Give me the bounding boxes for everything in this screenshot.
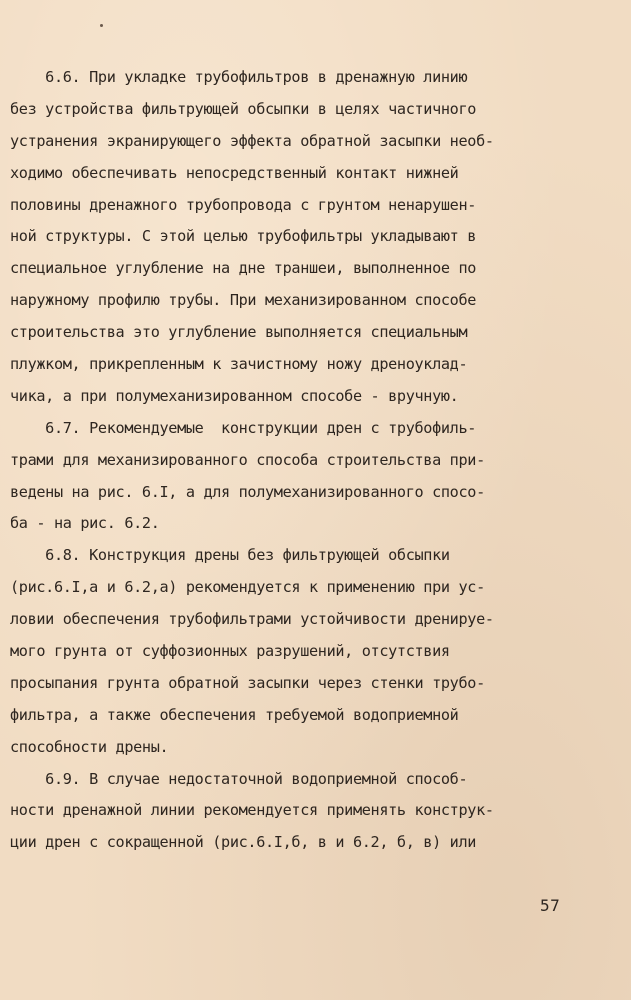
text-line: ловии обеспечения трубофильтрами устойчивости дренируе- — [10, 610, 494, 629]
text-line: 6.8. Конструкция дрены без фильтрующей обсыпки — [10, 546, 450, 565]
text-line: ба - на рис. 6.2. — [10, 514, 160, 533]
text-line: наружному профилю трубы. При механизированном способе — [10, 291, 477, 310]
text-line: ходимо обеспечивать непосредственный контакт нижней — [10, 163, 459, 182]
text-line: 6.9. В случае недостаточной водоприемной способ- — [10, 769, 468, 788]
text-line: устранения экранирующего эффекта обратной засыпки необ- — [10, 131, 494, 150]
text-line: плужком, прикрепленным к зачистному ножу дреноуклад- — [10, 355, 468, 374]
text-line: специальное углубление на дне траншеи, выполненное по — [10, 259, 477, 278]
text-line: фильтра, а также обеспечения требуемой водоприемной — [10, 705, 459, 724]
text-line: ной структуры. С этой целью трубофильтры укладывают в — [10, 227, 477, 246]
text-line: просыпания грунта обратной засыпки через стенки трубо- — [10, 673, 485, 692]
text-line: (рис.6.I,а и 6.2,а) рекомендуется к применению при ус- — [10, 578, 485, 597]
text-line: мого грунта от суффозионных разрушений, отсутствия — [10, 642, 450, 661]
text-line: строительства это углубление выполняется специальным — [10, 323, 468, 342]
text-line: 6.6. При укладке трубофильтров в дренажную линию — [10, 68, 468, 86]
text-line: трами для механизированного способа строительства при- — [10, 450, 485, 469]
text-line: без устройства фильтрующей обсыпки в целях частичного — [10, 99, 477, 118]
text-line: способности дрены. — [10, 737, 169, 756]
text-line: ности дренажной линии рекомендуется применять конструк- — [10, 801, 494, 820]
text-line: ведены на рис. 6.I, а для полумеханизированного спосо- — [10, 482, 485, 501]
ink-speck — [100, 24, 103, 27]
text-line: чика, а при полумеханизированном способе - вручную. — [10, 386, 459, 405]
page-number: 57 — [540, 896, 561, 915]
text-line: половины дренажного трубопровода с грунтом ненарушен- — [10, 195, 477, 214]
text-line: ции дрен с сокращенной (рис.6.I,б, в и 6.2, б, в) или — [10, 833, 477, 852]
text-line: 6.7. Рекомендуемые конструкции дрен с трубофиль- — [10, 418, 477, 437]
body-text — [10, 62, 570, 859]
